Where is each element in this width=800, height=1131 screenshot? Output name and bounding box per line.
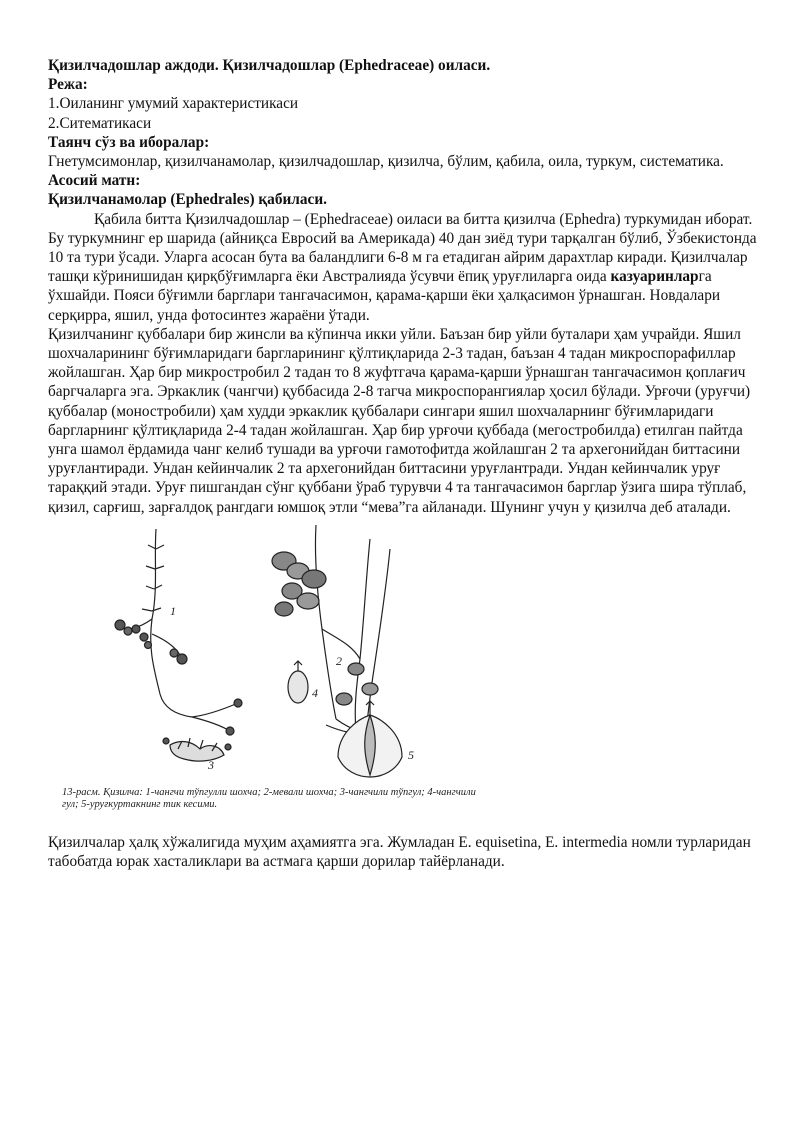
main-text-heading: Асосий матн: <box>48 172 141 190</box>
paragraph-1-start: Қабила битта Қизилчадошлар – (Ephedraceae) оиласи ва битта қизилча (Ephedra) туркумидан иборат. Бу туркумнинг ер шарида (айниқса Евросий ва Америкада) 40 дан зиёд тури тарқалган бўлиб, Ўзбекистонда 10 та тури ўсади. Уларга асосан бута ва баландлиги 6-8 м га етадиган айрим дарахтлар киради. Қизилчалар ташқи кўринишидан қирқбўғимларга ёки Австралияда ўсувчи ёпиқ уруғлиларга оида <box>48 210 757 286</box>
keywords-heading: Таянч сўз ва иборалар: <box>48 133 210 151</box>
document-page <box>48 56 760 871</box>
paragraph-1-end: га ўхшайди. Пояси бўғимли барглари тангачасимон, қарама-қарши ёки ҳалқасимон ўрнашган. Новдалари серқирра, яшил, унда фотосинтез жараёни ўтади. <box>48 268 721 324</box>
keywords-text: Гнетумсимонлар, қизилчанамолар, қизилчадошлар, қизилча, бўлим, қабила, оила, туркум, систематика. <box>48 153 724 171</box>
figure-label-3: 3 <box>208 757 214 772</box>
paragraph-1-bold-term: казуаринлар <box>610 268 699 286</box>
order-heading: Қизилчанамолар (Ephedrales) қабиласи. <box>48 191 327 209</box>
figure-caption-text: Қизилча: 1-чангчи тўпгулли шохча; 2-мевали шохча; 3-чангчили тўпгул; 4-чангчили гул; 5-уруғкуртакнинг тик кесими. <box>62 786 476 810</box>
figure-caption-label: 13-расм. <box>62 786 101 798</box>
paragraph-2: Қизилчанинг қуббалари бир жинсли ва кўпинча икки уйли. Баъзан бир уйли буталари ҳам учрайди. Яшил шохчаларининг бўғимларидаги баргларининг қўлтиқларида 2-3 тадан, баъзан 4 тадан микроспорафиллар жойлашган. Ҳар бир микростробил 2 тадан то 8 жуфтгача қарама-қарши ўрнашган тангачасимон қоплағич баргчаларга эга. Эркаклик (чангчи) қуббасида 2-8 тагча микроспорангиялар ҳосил бўлади. Урғочи (уруғчи) қуббалар (моностробили) ҳам худди эркаклик қуббалари сингари яшил шохчаларнинг бўғимларидаги баргларнинг қўлтиқларида 2-4 тадан жойлашган. Ҳар бир урғочи қуббада (мегостробилда) етилган пайтда унга шамол ёрдамида чанг келиб тушади ва урғочи гамотофитда жойлашган 2 та архегонийдан биттасини уруғлантиради. Ундан кейинчалик 2 та архегонийдан биттасини уруғлантради. Ундан кейинчалик уруғ тараққий этади. Уруғ пишгандан сўнг қуббани ўраб турувчи 4 та тангачасимон барглар ўзига шира тўплаб, қизил, сарғиш, зарғалдоқ рангдаги юмшоқ этли “мева”га айланади. Шунинг учун у қизилча деб аталади. <box>48 325 751 516</box>
figure-caption <box>62 787 482 811</box>
plan-heading: Режа: <box>48 76 88 94</box>
paragraph-1 <box>48 210 760 325</box>
plan-item-1: 1.Оиланинг умумий характеристикаси <box>48 95 299 113</box>
ephedra-figure <box>48 519 760 819</box>
figure-label-2: 2 <box>336 653 342 668</box>
figure-label-5: 5 <box>408 747 414 762</box>
figure-label-1: 1 <box>170 603 176 618</box>
ephedra-illustration <box>108 519 448 781</box>
figure-label-4: 4 <box>312 685 318 700</box>
plan-item-2: 2.Ситематикаси <box>48 114 152 132</box>
document-title: Қизилчадошлар аждоди. Қизилчадошлар (Ephedraceae) оиласи. <box>48 57 491 74</box>
paragraph-3: Қизилчалар ҳалқ хўжалигида муҳим аҳамиятга эга. Жумладан E. equisetina, E. intermedia номли турларидан табобатда юрак хасталиклари ва астмага қарши дорилар тайёрланади. <box>48 833 751 871</box>
